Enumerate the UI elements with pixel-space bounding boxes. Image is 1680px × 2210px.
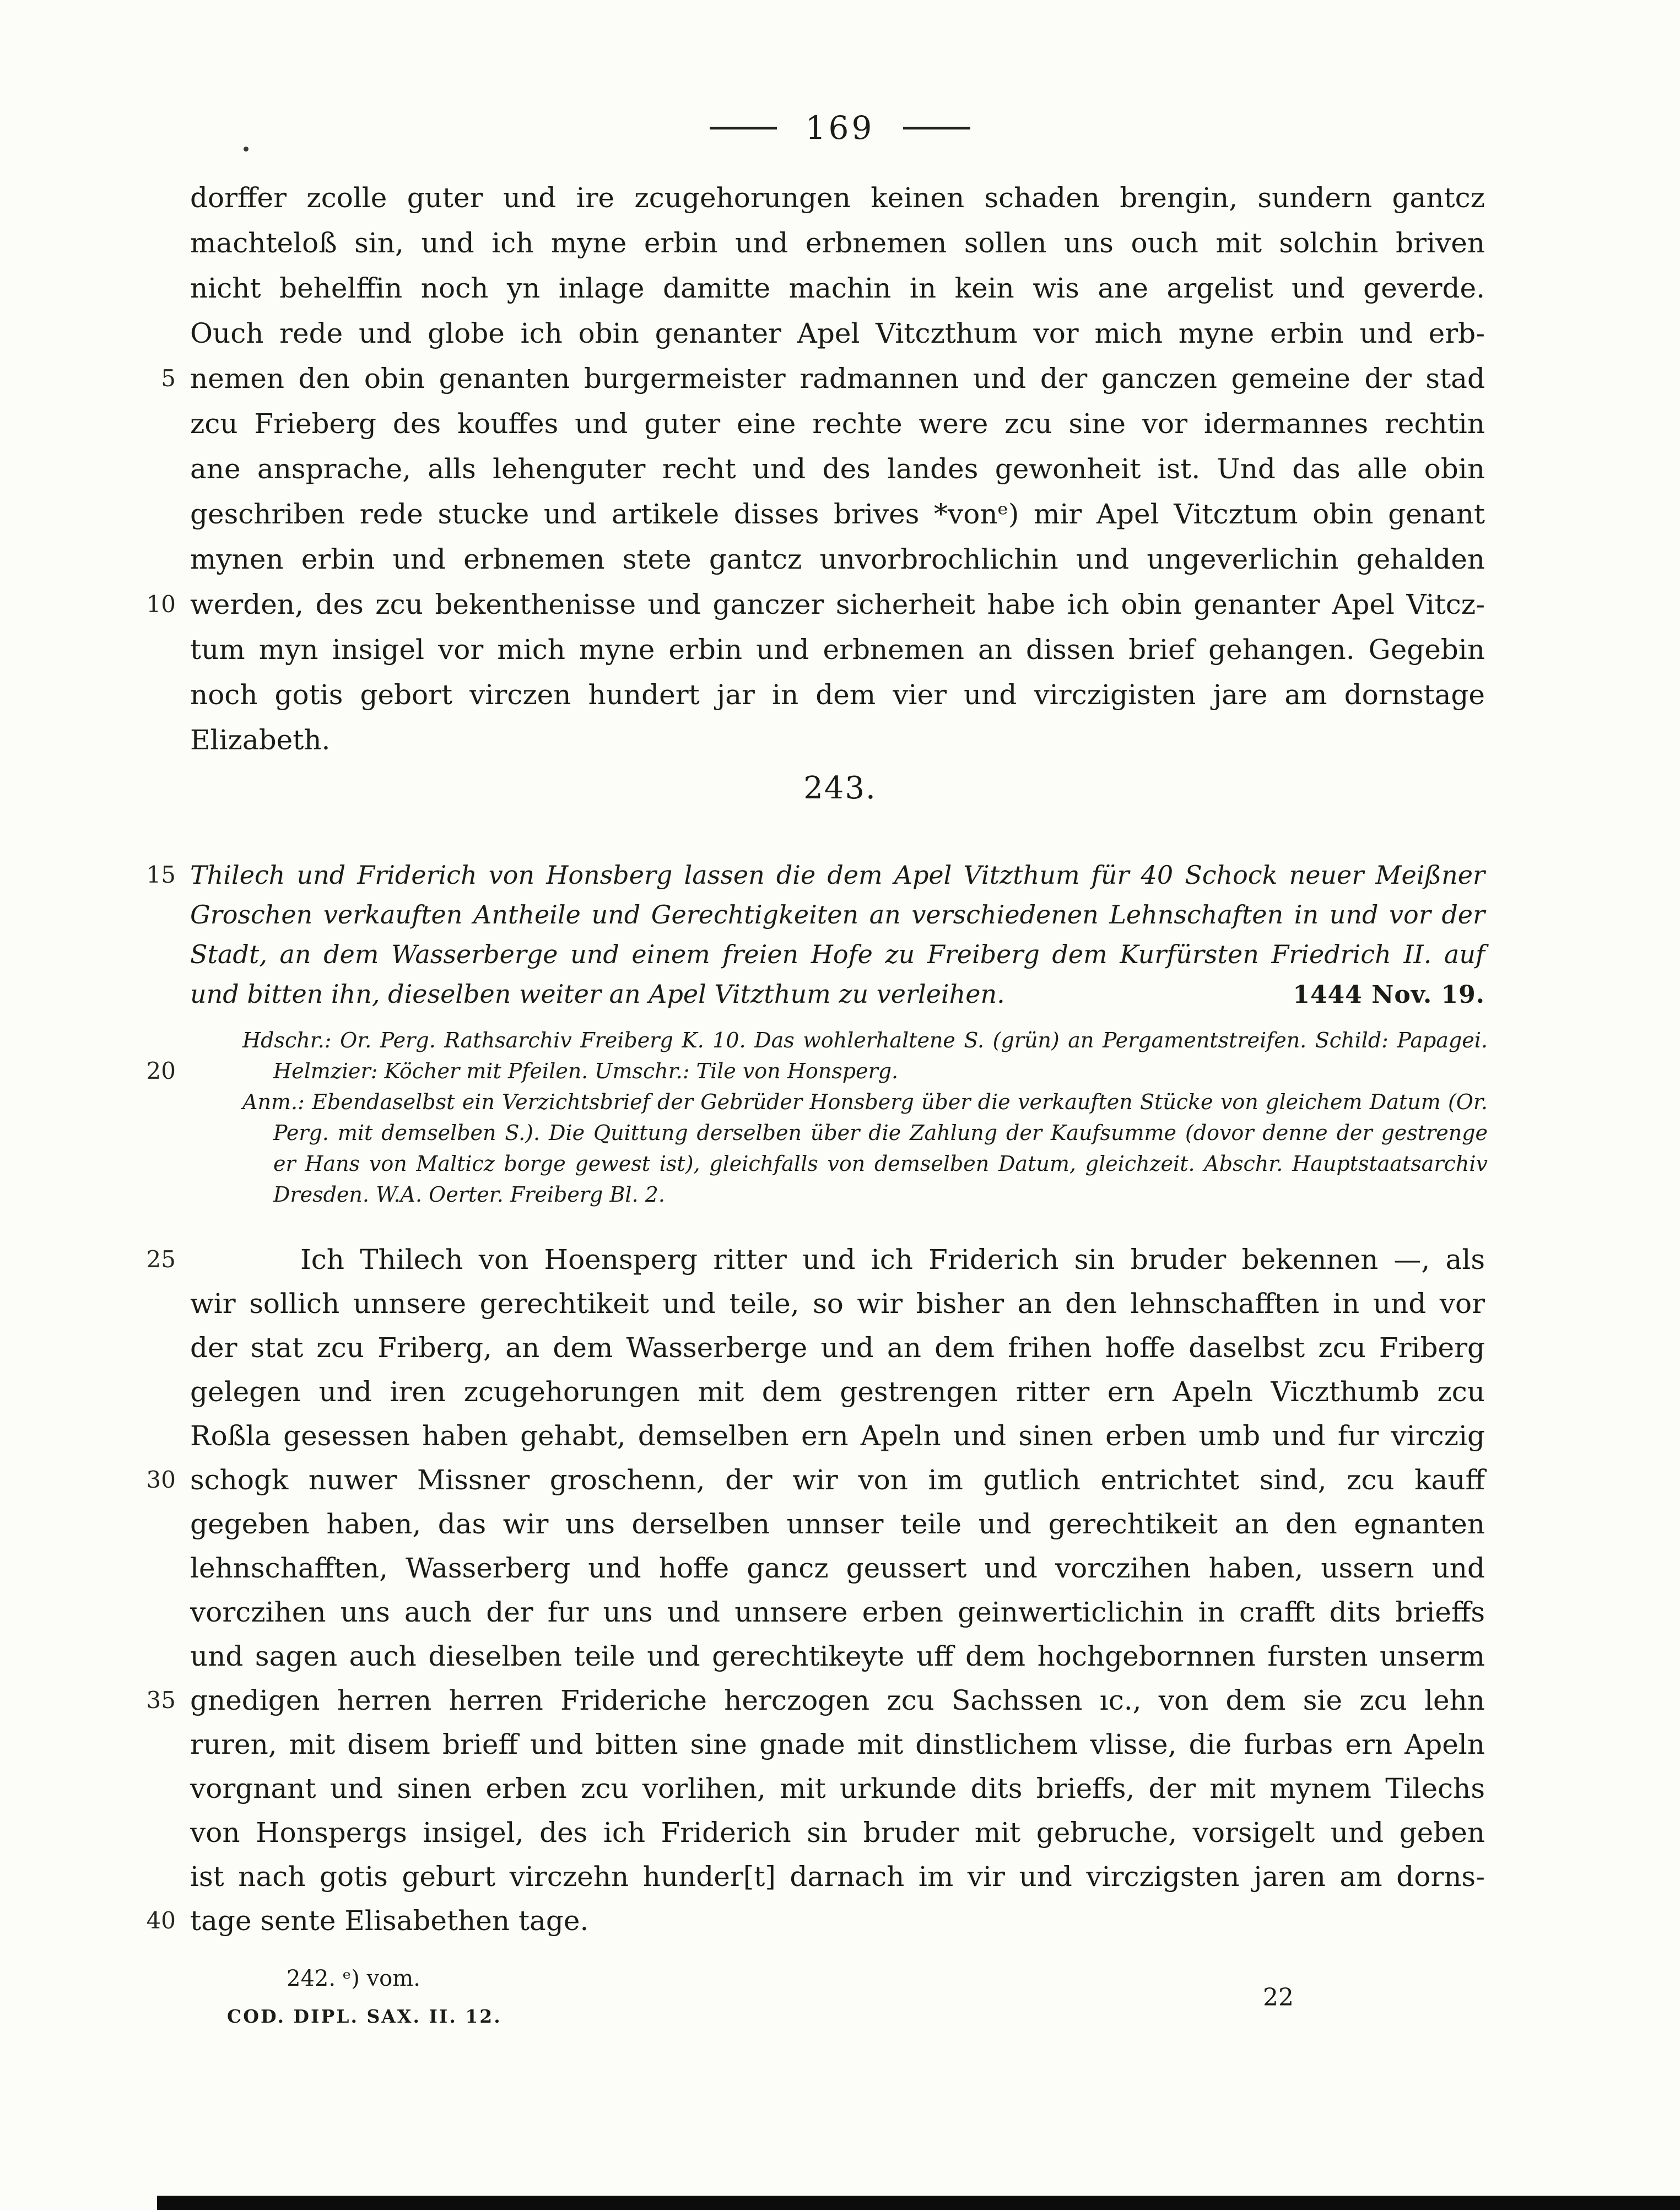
header-rule-left <box>710 127 777 129</box>
series-signature: COD. DIPL. SAX. II. 12. <box>227 2006 502 2027</box>
line-text: ist nach gotis geburt virczehn hunder[t] darnach im vir und virczigsten jaren am dorns- <box>190 1861 1485 1893</box>
text-line <box>190 1370 1485 1414</box>
text-line <box>190 1590 1485 1634</box>
line-text: Elizabeth. <box>190 724 331 756</box>
margin-line-number: 15 <box>146 861 176 888</box>
text-line <box>190 1502 1485 1546</box>
doc243-number: 243. <box>803 770 877 806</box>
line-text: und bitten ihn, dieselben weiter an Apel Vitzthum zu verleihen. <box>190 979 1005 1009</box>
margin-line-number: 10 <box>146 591 176 618</box>
line-text: von Honspergs insigel, des ich Friderich sin bruder mit gebruche, vorsigelt und geben <box>190 1817 1485 1849</box>
line-text: gegeben haben, das wir uns derselben unnser teile und gerechtikeit an den egnanten <box>190 1508 1485 1540</box>
page-number: 169 <box>805 109 875 147</box>
line-text: Dresden. W.A. Oerter. Freiberg Bl. 2. <box>273 1182 665 1207</box>
text-line <box>242 1117 1488 1148</box>
line-text: tum myn insigel vor mich myne erbin und erbnemen an dissen brief gehangen. Gegebin <box>190 634 1485 666</box>
line-text: noch gotis gebort virczen hundert jar in dem vier und virczigisten jare am dornstage <box>190 679 1485 711</box>
footnote: 242. ᵉ) vom. <box>287 1966 420 1991</box>
header-rule-right <box>903 127 970 129</box>
text-line <box>146 1238 1485 1282</box>
margin-line-number: 35 <box>146 1687 176 1714</box>
text-line <box>242 1087 1488 1117</box>
scan-artifact-bar <box>157 2196 1680 2210</box>
text-line <box>190 537 1485 582</box>
text-line <box>190 934 1485 974</box>
text-line <box>146 1056 1488 1087</box>
text-line <box>190 895 1485 934</box>
text-line <box>190 974 1485 1015</box>
text-line <box>190 311 1485 356</box>
text-line <box>146 1899 1485 1943</box>
line-text: schogk nuwer Missner groschenn, der wir von im gutlich entrichtet sind, zcu kauff <box>190 1464 1485 1496</box>
text-line <box>190 627 1485 672</box>
line-text: Groschen verkauften Antheile und Gerechtigkeiten an verschiedenen Lehnschaften in und vor der <box>190 900 1485 930</box>
line-text: vorgnant und sinen erben zcu vorlihen, mit urkunde dits brieffs, der mit mynem Tilechs <box>190 1773 1485 1804</box>
margin-line-number: 5 <box>161 365 176 392</box>
text-line <box>190 1282 1485 1326</box>
text-line <box>190 1414 1485 1458</box>
line-text: Ich Thilech von Hoensperg ritter und ich Friderich sin bruder bekennen —, als <box>300 1244 1485 1276</box>
doc243-apparatus <box>146 1025 1488 1210</box>
sheet-number: 22 <box>1263 1984 1294 2012</box>
line-text: Hdschr.: Or. Perg. Rathsarchiv Freiberg K. 10. Das wohlerhaltene S. (grün) an Pergamentstreifen. Schild: Papagei. <box>242 1028 1488 1052</box>
margin-line-number: 20 <box>146 1057 176 1084</box>
text-line <box>190 1546 1485 1590</box>
line-text: lehnschafften, Wasserberg und hoffe gancz geussert und vorczihen haben, ussern und <box>190 1552 1485 1584</box>
text-line <box>146 582 1485 627</box>
line-text: mynen erbin und erbnemen stete gantcz unvorbrochlichin und ungeverlichin gehalden <box>190 543 1485 575</box>
document-date: 1444 Nov. 19. <box>1293 981 1485 1009</box>
line-text: zcu Frieberg des kouffes und guter eine rechte were zcu sine vor idermannes rechtin <box>190 408 1485 440</box>
margin-line-number: 30 <box>146 1466 176 1493</box>
line-text: gelegen und iren zcugehorungen mit dem gestrengen ritter ern Apeln Viczthumb zcu <box>190 1376 1485 1408</box>
line-text: der stat zcu Friberg, an dem Wasserberge und an dem frihen hoffe daselbst zcu Friberg <box>190 1332 1485 1364</box>
line-text: er Hans von Malticz borge gewest ist), gleichfalls von demselben Datum, gleichzeit. Abschr. Hauptstaatsarchiv <box>273 1152 1488 1176</box>
line-text: tage sente Elisabethen tage. <box>190 1905 589 1937</box>
text-line <box>190 1326 1485 1370</box>
line-text: vorczihen uns auch der fur uns und unnsere erben geinwerticlichin in crafft dits brieffs <box>190 1596 1485 1628</box>
doc243-body <box>146 1238 1485 1943</box>
line-text: ruren, mit disem brieff und bitten sine gnade mit dinstlichem vlisse, die furbas ern Apeln <box>190 1728 1485 1760</box>
text-line <box>190 1766 1485 1811</box>
line-text: wir sollich unnsere gerechtikeit und teile, so wir bisher an den lehnschafften in und vor <box>190 1288 1485 1320</box>
margin-line-number: 25 <box>146 1246 176 1273</box>
text-line <box>190 220 1485 266</box>
line-text: Perg. mit demselben S.). Die Quittung derselben über die Zahlung der Kaufsumme (dovor denne der gestrenge <box>273 1121 1488 1145</box>
text-line <box>190 1855 1485 1899</box>
text-line <box>190 491 1485 537</box>
doc243-summary <box>146 855 1485 1015</box>
line-text: Roßla gesessen haben gehabt, demselben ern Apeln und sinen erben umb und fur virczig <box>190 1420 1485 1452</box>
line-text: Thilech und Friderich von Honsberg lassen die dem Apel Vitzthum für 40 Schock neuer Meißner <box>190 860 1485 890</box>
text-line <box>146 1678 1485 1722</box>
text-line <box>146 1458 1485 1502</box>
text-line <box>190 1811 1485 1855</box>
margin-line-number: 40 <box>146 1907 176 1934</box>
text-line <box>190 446 1485 491</box>
line-text: gnedigen herren herren Frideriche herczogen zcu Sachssen ıc., von dem sie zcu lehn <box>190 1684 1485 1716</box>
text-line <box>242 1025 1488 1056</box>
text-line <box>190 1634 1485 1678</box>
line-text: geschriben rede stucke und artikele disses brives *vonᵉ) mir Apel Vitcztum obin genant <box>190 498 1485 530</box>
line-text: nicht behelffin noch yn inlage damitte machin in kein wis ane argelist und geverde. <box>190 272 1485 304</box>
line-text: Stadt, an dem Wasserberge und einem freien Hofe zu Freiberg dem Kurfürsten Friedrich II. auf <box>190 939 1485 969</box>
text-line <box>190 672 1485 717</box>
line-text: nemen den obin genanten burgermeister radmannen und der ganczen gemeine der stad <box>190 363 1485 395</box>
text-line <box>190 1722 1485 1766</box>
line-text: dorffer zcolle guter und ire zcugehorungen keinen schaden brengin, sundern gantcz <box>190 182 1485 214</box>
line-text: Helmzier: Köcher mit Pfeilen. Umschr.: Tile von Honsperg. <box>273 1059 899 1083</box>
line-text: Anm.: Ebendaselbst ein Verzichtsbrief der Gebrüder Honsberg über die verkauften Stücke von gleichem Datum (Or. <box>242 1090 1488 1114</box>
text-line <box>161 356 1485 401</box>
doc242-text <box>146 175 1485 763</box>
text-line <box>190 717 1485 763</box>
text-line <box>242 1148 1488 1179</box>
line-text: machteloß sin, und ich myne erbin und erbnemen sollen uns ouch mit solchin briven <box>190 227 1485 259</box>
scan-speck <box>244 147 249 152</box>
line-text: und sagen auch dieselben teile und gerechtikeyte uff dem hochgebornnen fursten unserm <box>190 1640 1485 1672</box>
text-line <box>146 855 1485 895</box>
text-line <box>190 175 1485 220</box>
text-line <box>190 401 1485 446</box>
page-header <box>0 108 1680 148</box>
text-line <box>242 1179 1488 1210</box>
line-text: ane ansprache, alls lehenguter recht und des landes gewonheit ist. Und das alle obin <box>190 453 1485 485</box>
line-text: Ouch rede und globe ich obin genanter Apel Vitczthum vor mich myne erbin und erb- <box>190 317 1485 349</box>
text-line <box>190 266 1485 311</box>
line-text: werden, des zcu bekenthenisse und ganczer sicherheit habe ich obin genanter Apel Vitcz- <box>190 588 1485 620</box>
